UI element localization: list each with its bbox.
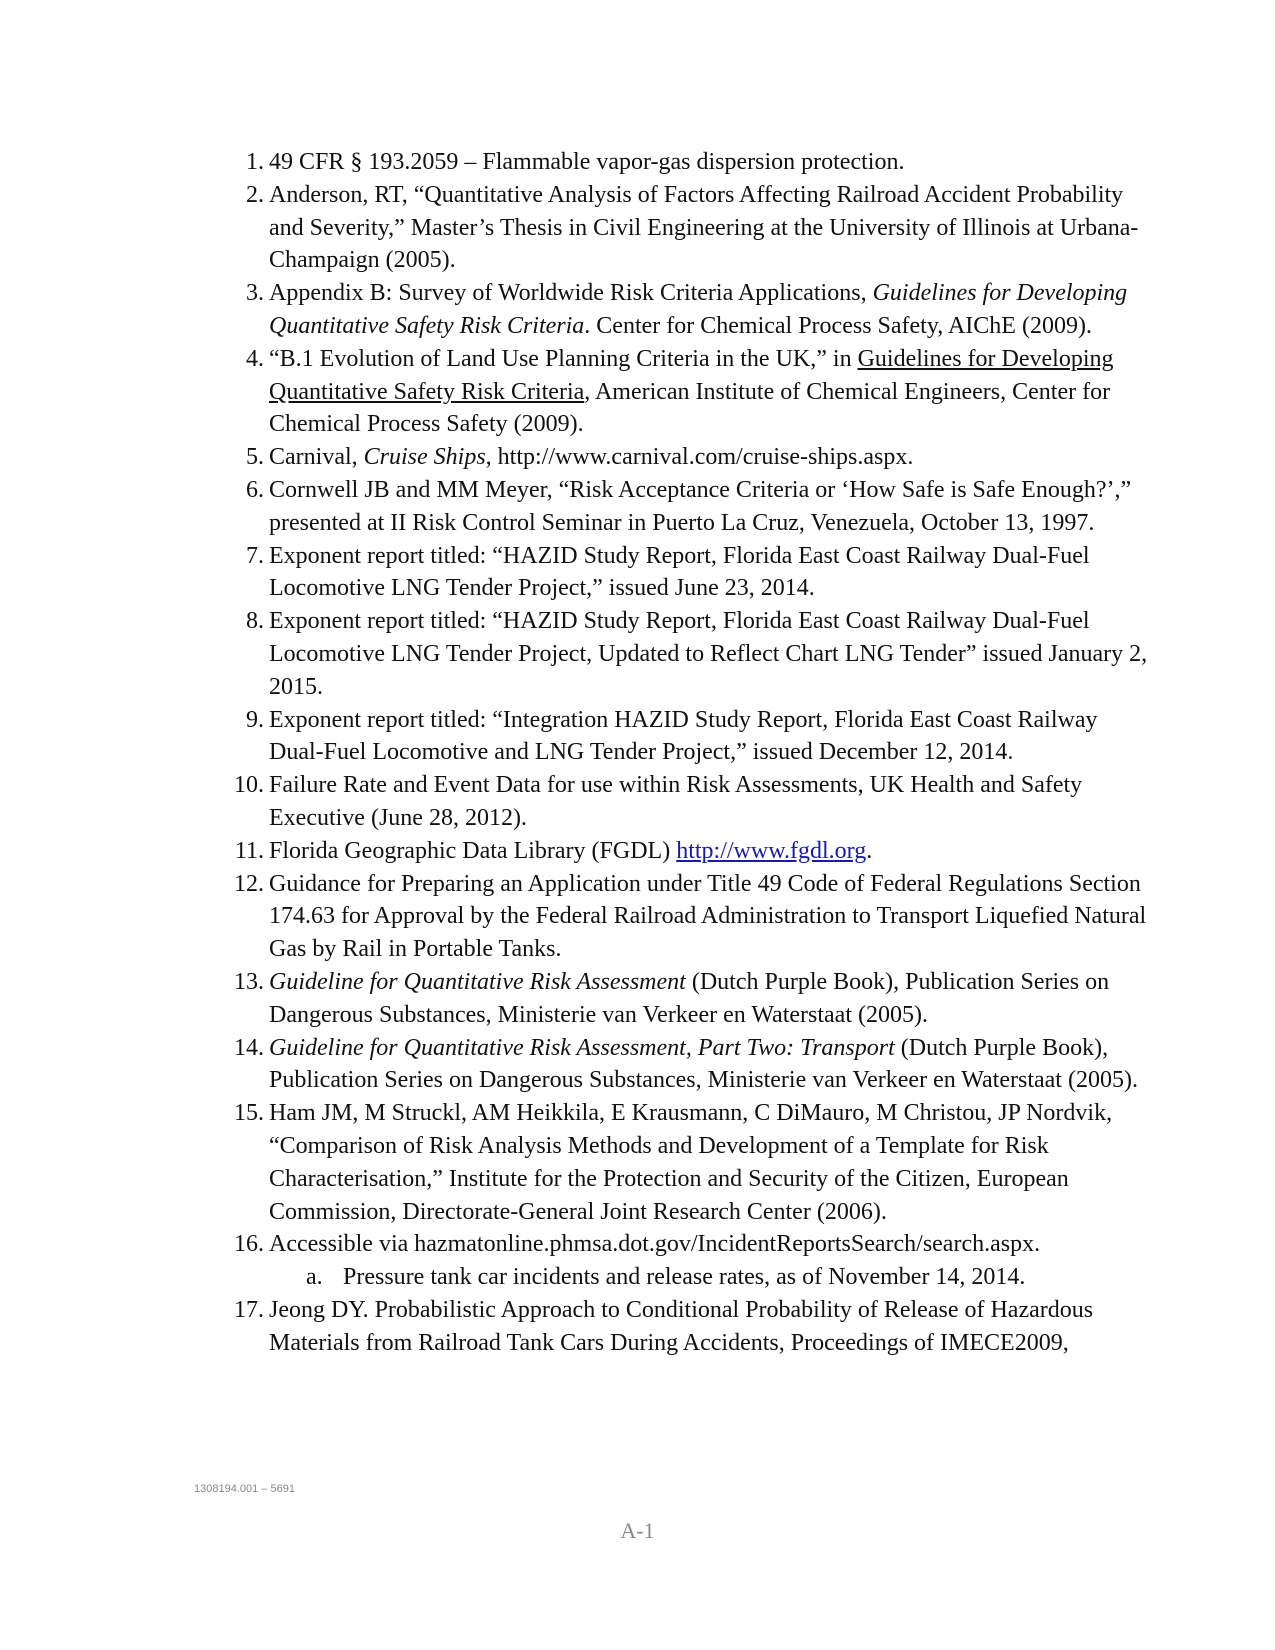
reference-item [230,540,1150,606]
reference-text [269,871,1146,963]
reference-item [230,1097,1150,1228]
reference-text [269,707,1098,766]
reference-list [230,146,1150,1359]
reference-segment: Failure Rate and Event Data for use within Risk Assessments, UK Health and Safety Executive (June 28, 2012). [269,772,1083,831]
reference-segment: (Dutch Purple Book), Publication Series on Dangerous Substances, Ministerie van Verkeer en Waterstaat (2005). [269,968,1110,1028]
reference-number: 17. [234,1296,264,1323]
subitem-letter: a. [306,1264,323,1291]
reference-number: 15. [234,1100,264,1127]
reference-text [269,1231,1040,1257]
reference-item [230,179,1150,277]
reference-item [230,1032,1150,1098]
reference-item [230,835,1150,868]
reference-link[interactable]: http://www.fgdl.org [676,837,867,864]
reference-segment: , http://www.carnival.com/cruise-ships.aspx. [485,444,914,471]
reference-item [230,146,1150,179]
reference-number: 5. [246,444,264,471]
page-number: A-1 [620,1518,655,1543]
reference-item [230,343,1150,441]
reference-segment: Accessible via hazmatonline.phmsa.dot.gov/IncidentReportsSearch/search.aspx. [269,1231,1041,1258]
reference-number: 2. [246,181,264,208]
reference-segment: . [866,837,873,864]
reference-number: 7. [246,542,264,569]
reference-segment: (Dutch Purple Book), Publication Series on Dangerous Substances, Ministerie van Verkeer en Waterstaat (2005). [269,1034,1138,1094]
reference-number: 13. [234,968,264,995]
reference-text [269,280,1127,339]
reference-segment: Exponent report titled: “HAZID Study Report, Florida East Coast Railway Dual-Fuel Locomotive LNG Tender Project,” issued June 23, 2014. [269,542,1090,602]
reference-text [269,444,913,470]
reference-segment: . Center for Chemical Process Safety, AIChE (2009). [584,312,1092,339]
italic-title: Guideline for Quantitative Risk Assessment [269,968,686,995]
reference-segment: Jeong DY. Probabilistic Approach to Conditional Probability of Release of Hazardous Materials from Railroad Tank Cars During Accidents, Proceedings of IMECE2009, [269,1296,1094,1356]
underlined-title: Guidelines for Developing Quantitative Safety Risk Criteria [269,345,1114,405]
reference-segment: Exponent report titled: “HAZID Study Report, Florida East Coast Railway Dual-Fuel Locomotive LNG Tender Project, Updated to Reflect Chart LNG Tender” issued January 2, 2015. [269,608,1148,700]
reference-segment: Cornwell JB and MM Meyer, “Risk Acceptance Criteria or ‘How Safe is Safe Enough?’,” presented at II Risk Control Seminar in Puerto La Cruz, Venezuela, October 13, 1997. [269,476,1132,536]
reference-number: 6. [246,476,264,503]
reference-text [269,346,1114,438]
reference-text [269,182,1138,274]
reference-number: 9. [246,706,264,733]
reference-item [230,868,1150,966]
reference-segment: , American Institute of Chemical Engineers, Center for Chemical Process Safety (2009). [269,378,1111,438]
reference-number: 8. [246,608,264,635]
reference-number: 10. [234,772,264,799]
reference-segment: Anderson, RT, “Quantitative Analysis of Factors Affecting Railroad Accident Probability and Severity,” Master’s Thesis in Civil Engineering at the University of Illinois at Urbana-Champaign (2005). [269,181,1139,274]
reference-text [269,1297,1093,1356]
reference-text [269,543,1090,602]
reference-number: 3. [246,280,264,307]
reference-item [230,966,1150,1032]
reference-text [269,1035,1138,1094]
reference-number: 1. [246,149,264,175]
italic-title: Cruise Ships [363,444,486,471]
reference-segment: Florida Geographic Data Library (FGDL) [269,837,677,864]
reference-item [230,441,1150,474]
reference-segment: “B.1 Evolution of Land Use Planning Criteria in the UK,” in [269,345,858,372]
reference-text [269,608,1147,700]
reference-segment: Guidance for Preparing an Application under Title 49 Code of Federal Regulations Section 174.63 for Approval by the Federal Railroad Administration to Transport Liquefied Natural Gas by Rail in Portable Tanks. [269,870,1147,963]
reference-text [269,477,1131,536]
reference-subitem [230,1261,1150,1294]
document-id: 1308194.001 – 5691 [194,1483,295,1495]
reference-text [269,969,1109,1028]
reference-item [230,769,1150,835]
reference-number: 11. [234,837,264,864]
reference-segment: 49 CFR § 193.2059 – Flammable vapor-gas dispersion protection. [269,149,905,175]
reference-number: 4. [246,345,264,372]
reference-item [230,1294,1150,1360]
reference-text [269,1100,1112,1224]
reference-item [230,277,1150,343]
reference-number: 14. [234,1034,264,1061]
reference-text [269,772,1082,831]
subitem-text: Pressure tank car incidents and release rates, as of November 14, 2014. [343,1264,1026,1291]
reference-item [230,1228,1150,1261]
reference-segment: Ham JM, M Struckl, AM Heikkila, E Krausmann, C DiMauro, M Christou, JP Nordvik, “Comparison of Risk Analysis Methods and Development of a Template for Risk Characterisation,” Institute for the Protection and Security of the Citizen, European Commission, Directorate-General Joint Research Center (2006). [269,1100,1113,1225]
reference-segment: Exponent report titled: “Integration HAZID Study Report, Florida East Coast Railway Dual-Fuel Locomotive and LNG Tender Project,” issued December 12, 2014. [269,706,1098,766]
italic-title: Guideline for Quantitative Risk Assessment, Part Two: Transport [269,1034,895,1061]
reference-text [269,149,904,175]
reference-item [230,704,1150,770]
reference-number: 12. [234,870,264,897]
reference-item [230,474,1150,540]
reference-number: 16. [234,1231,264,1258]
reference-text [269,838,872,864]
reference-item [230,605,1150,703]
reference-segment: Carnival, [269,444,364,471]
reference-segment: Appendix B: Survey of Worldwide Risk Criteria Applications, [269,280,873,307]
italic-title: Guidelines for Developing Quantitative Safety Risk Criteria [269,280,1128,339]
